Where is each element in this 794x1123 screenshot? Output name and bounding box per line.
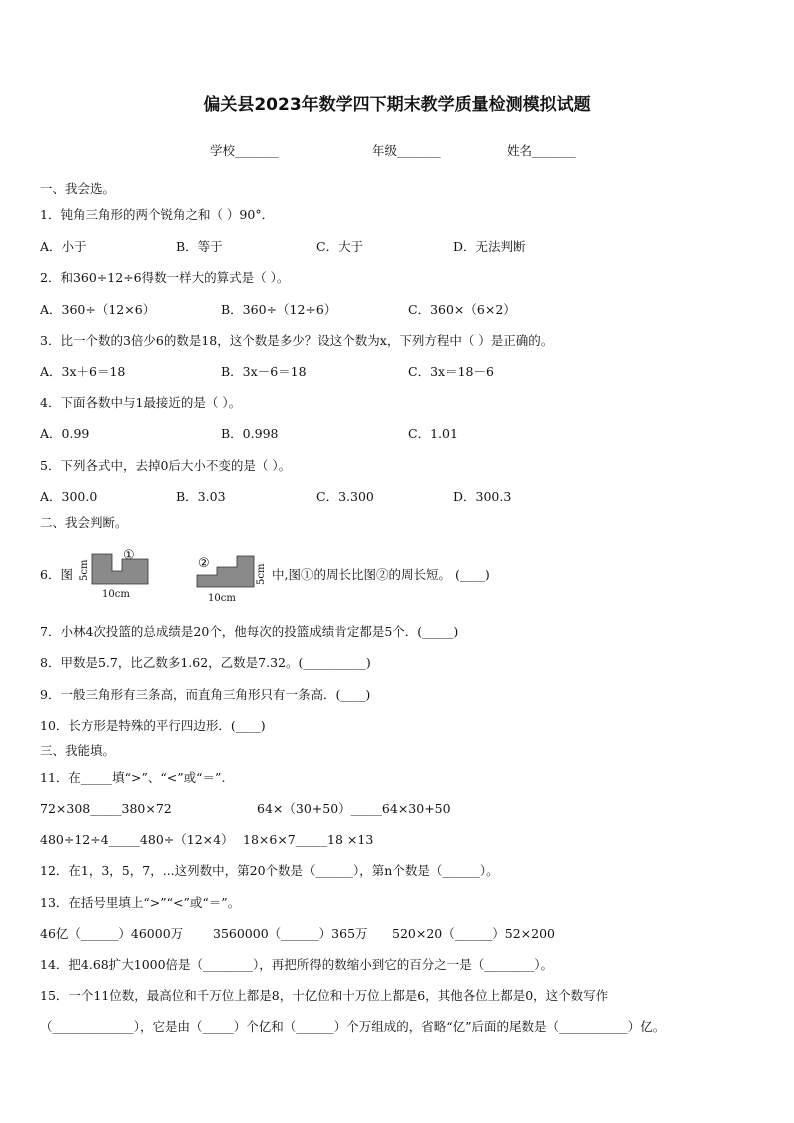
question-3-option-b: B．3x－6＝18 xyxy=(221,364,307,379)
question-4-option-a: A．0.99 xyxy=(40,426,90,441)
question-13-item-b: 3560000（______）365万 xyxy=(213,926,368,941)
question-15-line-1: 15．一个11位数，最高位和千万位上都是8，十亿位和十万位上都是6，其他各位上都是0，这个数写作 xyxy=(40,988,609,1003)
question-7: 7．小林4次投篮的总成绩是20个，他每次的投篮成绩肯定都是5个．(_____) xyxy=(40,624,459,639)
question-1-option-b: B．等于 xyxy=(176,239,223,254)
question-11-item-a: 72×308_____380×72 xyxy=(40,801,172,816)
question-5-option-b: B．3.03 xyxy=(176,489,226,504)
question-4-option-c: C．1.01 xyxy=(408,426,458,441)
question-13-stem: 13．在括号里填上“>”“<”或“＝”。 xyxy=(40,895,241,910)
question-8: 8．甲数是5.7，比乙数多1.62，乙数是7.32。(__________) xyxy=(40,655,371,670)
question-10: 10．长方形是特殊的平行四边形．(____) xyxy=(40,718,266,733)
question-5-option-a: A．300.0 xyxy=(40,489,98,504)
question-11-item-c: 480÷12÷4_____480÷（12×4） xyxy=(40,832,234,847)
question-4-option-b: B．0.998 xyxy=(221,426,279,441)
page-title: 偏关县2023年数学四下期末教学质量检测模拟试题 xyxy=(203,95,591,115)
section-choice-heading: 一、我会选。 xyxy=(40,181,116,196)
question-1-option-c: C．大于 xyxy=(316,239,364,254)
question-1-option-a: A．小于 xyxy=(40,239,87,254)
question-2-option-a: A．360÷（12×6） xyxy=(40,302,156,317)
question-1-stem: 1．钝角三角形的两个锐角之和（ ）90°． xyxy=(40,207,275,222)
question-13-item-c: 520×20（______）52×200 xyxy=(392,926,555,941)
question-12: 12．在1，3，5，7，...这列数中，第20个数是（______），第n个数是（______）。 xyxy=(40,863,499,878)
figure-2-width-label: 10cm xyxy=(208,593,236,604)
question-2-option-b: B．360÷（12÷6） xyxy=(221,302,337,317)
question-14: 14．把4.68扩大1000倍是（________），再把所得的数缩小到它的百分之一是（________）。 xyxy=(40,957,554,972)
figure-1-number: ① xyxy=(123,548,135,563)
figure-2-number: ② xyxy=(198,556,210,571)
figure-1-width-label: 10cm xyxy=(102,589,130,600)
question-5-option-c: C．3.300 xyxy=(316,489,374,504)
question-3-option-c: C．3x＝18－6 xyxy=(408,364,494,379)
question-11-stem: 11．在_____填“>”、“<”或“＝”. xyxy=(40,770,226,785)
question-11-item-d: 18×6×7_____18 ×13 xyxy=(243,832,374,847)
question-3-option-a: A．3x＋6＝18 xyxy=(40,364,126,379)
question-15-line-2: （_____________），它是由（_____）个亿和（______）个万组成的，省略“亿”后面的尾数是（___________）亿。 xyxy=(40,1019,666,1034)
question-13-item-a: 46亿（______）46000万 xyxy=(40,926,184,941)
question-4-stem: 4．下面各数中与1最接近的是（ ）。 xyxy=(40,395,242,410)
figure-2-height-label: 5cm xyxy=(256,563,267,585)
section-judge-heading: 二、我会判断。 xyxy=(40,515,128,530)
question-11-item-b: 64×（30+50）_____64×30+50 xyxy=(257,801,451,816)
figure-1 xyxy=(80,549,170,599)
question-5-option-d: D．300.3 xyxy=(453,489,512,504)
question-2-option-c: C．360×（6×2） xyxy=(408,302,516,317)
question-2-stem: 2．和360÷12÷6得数一样大的算式是（ ）。 xyxy=(40,270,290,285)
question-6-text: 中,图①的周长比图②的周长短。 (____) xyxy=(272,567,490,582)
figure-1-height-label: 5cm xyxy=(79,559,90,581)
section-fill-heading: 三、我能填。 xyxy=(40,743,116,758)
school-field: 学校_______ xyxy=(210,143,279,158)
grade-field: 年级_______ xyxy=(372,143,441,158)
question-3-stem: 3．比一个数的3倍少6的数是18，这个数是多少？设这个数为x，下列方程中（ ）是正确的。 xyxy=(40,333,554,348)
question-5-stem: 5．下列各式中，去掉0后大小不变的是（ ）。 xyxy=(40,458,292,473)
question-9: 9．一般三角形有三条高，而直角三角形只有一条高．(____) xyxy=(40,687,371,702)
figure-2 xyxy=(192,553,282,605)
question-1-option-d: D．无法判断 xyxy=(453,239,526,254)
name-field: 姓名_______ xyxy=(507,143,576,158)
question-6-prefix: 6．图 xyxy=(40,567,73,582)
